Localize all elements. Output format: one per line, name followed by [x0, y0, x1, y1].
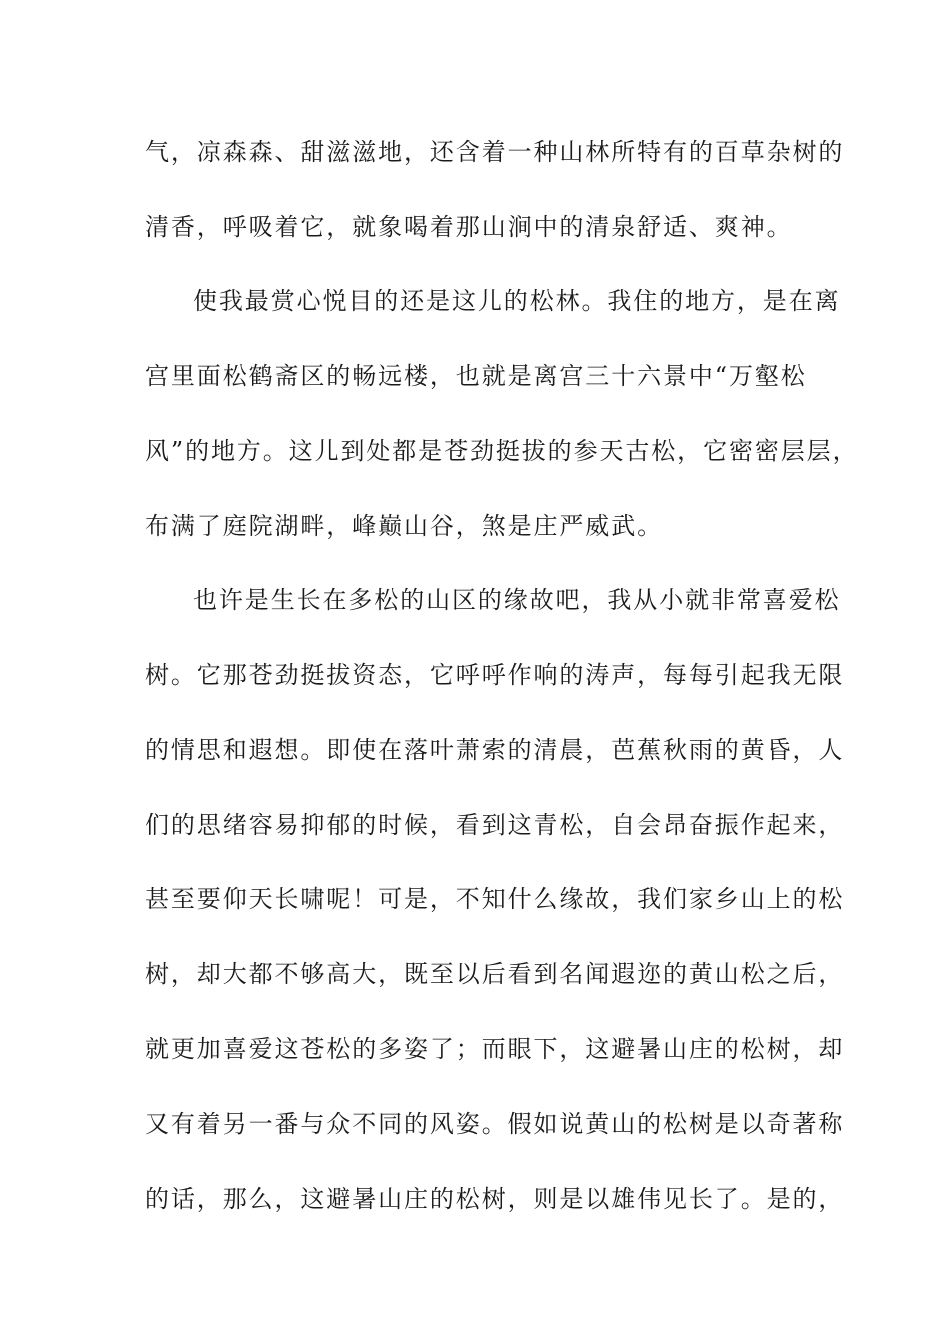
text-line: 的情思和遐想。即使在落叶萧索的清晨，芭蕉秋雨的黄昏，人	[145, 736, 845, 764]
paragraph-start-line: 使我最赏心悦目的还是这儿的松林。我住的地方，是在离	[193, 287, 841, 315]
text-line: 的话，那么，这避暑山庄的松树，则是以雄伟见长了。是的，	[145, 1185, 845, 1213]
text-line: 们的思绪容易抑郁的时候，看到这青松，自会昂奋振作起来，	[145, 811, 845, 839]
text-line: 布满了庭院湖畔，峰巅山谷，煞是庄严威武。	[145, 512, 663, 540]
text-line: 树，却大都不够高大，既至以后看到名闻遐迩的黄山松之后，	[145, 960, 845, 988]
text-line: 又有着另一番与众不同的风姿。假如说黄山的松树是以奇著称	[145, 1110, 845, 1138]
text-line: 树。它那苍劲挺拔资态，它呼呼作响的涛声，每每引起我无限	[145, 661, 845, 689]
text-line: 甚至要仰天长啸呢！可是，不知什么缘故，我们家乡山上的松	[145, 885, 845, 913]
text-line: 宫里面松鹤斋区的畅远楼，也就是离宫三十六景中“万壑松	[145, 362, 807, 390]
text-line: 风”的地方。这儿到处都是苍劲挺拔的参天古松，它密密层层，	[145, 437, 859, 465]
text-line: 清香，呼吸着它，就象喝着那山涧中的清泉舒适、爽神。	[145, 213, 793, 241]
paragraph-start-line: 也许是生长在多松的山区的缘故吧，我从小就非常喜爱松	[193, 586, 841, 614]
text-line: 就更加喜爱这苍松的多姿了；而眼下，这避暑山庄的松树，却	[145, 1035, 845, 1063]
text-line: 气，凉森森、甜滋滋地，还含着一种山林所特有的百草杂树的	[145, 138, 845, 166]
